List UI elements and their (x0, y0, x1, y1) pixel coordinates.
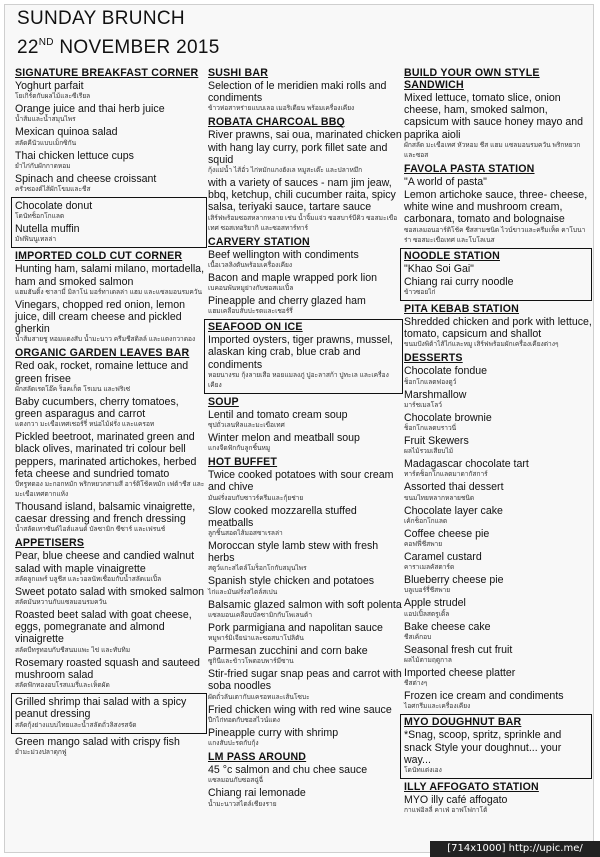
menu-item-thai: สลัดกุ้งย่างแบบไทยและน้ำสลัดถั่วลิสงรสจัด (15, 721, 137, 729)
section-items (404, 365, 592, 712)
menu-item-thai: แกงจืดฟักกับลูกชิ้นหมู (208, 445, 271, 453)
menu-item-thai: แซลมอนเคลือบบัลซามิกกับโพเลนต้า (208, 611, 313, 619)
menu-item: Thousand island, balsamic vinaigrette, caesar dressing and french dressing (15, 501, 196, 526)
menu-item-thai: ข้าวห่อสาหร่ายแบบเลอ เมอริเดียน พร้อมเครื่องเคียง (208, 105, 355, 113)
menu-item-thai: ช็อกโกแลตบราวนี่ (404, 425, 457, 433)
column-right (404, 65, 592, 817)
menu-item-thai: หมูพาร์มิเจียน่าและซอสนาโปลิตัน (208, 635, 304, 643)
menu-item: Selection of le meridien maki rolls and condiments (208, 80, 387, 105)
menu-item-thai: ผักสลัด มะเขือเทศ หัวหอม ชีส แฮม แซลมอนรมควัน พริกหยวก และซอส (404, 141, 581, 159)
menu-item-thai: สลัดบีทรูทอบกับชีสนมแพะ ไข่ และทับทิม (15, 646, 131, 654)
menu-item: Caramel custard (404, 551, 482, 564)
menu-item: Baby cucumbers, cherry tomatoes, green asparagus and carrot (15, 395, 179, 421)
menu-item: Balsamic glazed salmon with soft polenta (208, 598, 402, 611)
featured-box (11, 197, 207, 248)
menu-item-thai: แอปเปิ้ลสตรูเดิ้ล (404, 610, 450, 618)
section-heading: ILLY AFFOGATO STATION (404, 781, 539, 794)
menu-item-thai: ชีสเค้กอบ (404, 633, 432, 641)
section-items (15, 360, 207, 535)
menu-item-thai: แฮมเคลือบสับปะรดและเชอร์รี่ (208, 308, 293, 316)
menu-item-thai: บีทรูทดอง มะกอกหมัก พริกหยวกสามสี อาร์ติโช้คหมัก เฟต้าชีส และมะเขือเทศตากแห้ง (15, 481, 205, 499)
date-rest: NOVEMBER 2015 (59, 37, 220, 58)
menu-item-thai: แกงสับปะรดกับกุ้ง (208, 740, 259, 748)
menu-item: Seasonal fresh cut fruit (404, 643, 513, 656)
menu-item-thai: โยเกิร์ตกับผลไม้และซีเรียล (15, 93, 91, 101)
menu-item: Bacon and maple wrapped pork lion (208, 271, 378, 284)
title-line: SUNDAY BRUNCH (17, 8, 185, 29)
menu-item: Lemon artichoke sauce, three- cheese, white wine and mushroom cream, carbonara, tomato and bolognaise (404, 189, 588, 226)
section-heading: NOODLE STATION (404, 249, 500, 262)
menu-item: Yoghurt parfait (15, 80, 84, 92)
section-items (208, 469, 403, 749)
menu-item-thai: โดนัทแต่งเอง (404, 767, 442, 775)
section-heading: ROBATA CHARCOAL BBQ (208, 116, 345, 129)
menu-item-thai: เนื้อเวลลิงตันพร้อมเครื่องเคียง (208, 261, 293, 269)
menu-item: Chocolate layer cake (404, 504, 503, 517)
menu-item-thai: ยำมะม่วงปลาดุกฟู (15, 748, 67, 756)
menu-item: Chocolate fondue (404, 365, 488, 378)
menu-item-thai: มัฟฟินนูเทลล่า (15, 236, 57, 244)
section-heading: SEAFOOD ON ICE (208, 321, 303, 334)
menu-item-thai: สตูว์แกะสไตล์โมร็อกโกกับสมุนไพร (208, 565, 307, 573)
date-line (17, 31, 220, 60)
menu-item-thai: ปีกไก่ทอดกับซอสไวน์แดง (208, 716, 280, 724)
featured-box (11, 693, 207, 733)
menu-item: Stir-fried sugar snap peas and carrot with soba noodles (208, 668, 402, 693)
menu-item-thai: ลูกชิ้นสอดไส้มอสซาเรลล่า (208, 530, 283, 538)
menu-item: Thai chicken lettuce cups (15, 149, 134, 162)
section-items (208, 80, 403, 114)
date-day: 22 (17, 37, 39, 58)
section-heading: IMPORTED COLD CUT CORNER (15, 250, 183, 263)
menu-item-thai: น้ำสลัดเทาซันด์ไอส์แลนด์ บัลซามิก ซีซาร์ และเฟรนช์ (15, 526, 166, 534)
menu-item-thai: แฮมฮันติ้ง ซาลามี่ มิลาโน่ มอร์ทาเดลล่า แฮม และแซลมอนรมควัน (15, 288, 202, 296)
section-items (404, 176, 592, 246)
menu-item-thai: คาราเมลคัสตาร์ด (404, 564, 455, 572)
menu-item: Twice cooked potatoes with sour cream and chive (208, 469, 394, 494)
menu-item: Spinach and cheese croissant (15, 172, 157, 185)
menu-item-thai: น้ำมะนาวสไตล์เชียงราย (208, 800, 277, 808)
section-items (15, 263, 207, 345)
menu-item-thai: ข้าวซอยไก่ (404, 289, 436, 297)
menu-item-thai: เสิร์ฟพร้อมซอสหลากหลาย เช่น น้ำจิ้มแจ่ว ซอสบาร์บีคิว ซอสมะเขือเทศ ซอสเทอริยากิ และซอสทาร์ทาร์ (208, 214, 398, 232)
section-items (404, 263, 588, 298)
menu-item-thai: หอยนางรม กุ้งลายเสือ หอยแมลงภู่ ปูอะลาสก้า ปูทะเล และเครื่องเคียง (208, 371, 389, 389)
menu-item-thai: ผลไม้ตามฤดูกาล (404, 657, 452, 665)
menu-item: Rosemary roasted squash and sauteed mushroom salad (15, 656, 200, 681)
date-suffix: ND (38, 37, 54, 48)
menu-item: Pear, blue cheese and candied walnut salad with maple vinaigrette (15, 550, 195, 575)
menu-item-thai: ซุปถั่วเลนทิลและมะเขือเทศ (208, 422, 285, 430)
menu-item: Apple strudel (404, 597, 466, 610)
menu-item: Grilled shrimp thai salad with a spicy peanut dressing (15, 696, 187, 721)
menu-item: Imported oysters, tiger prawns, mussel, alaskan king crab, blue crab and condiments (208, 334, 393, 371)
menu-item-thai: แซลมอนกับซอสฉู่ฉี่ (208, 777, 264, 785)
menu-item: Mixed lettuce, tomato slice, onion cheese, ham, smoked salmon, capsicum with sauce honey mayo and paprika aioli (404, 92, 584, 141)
section-heading: SIGNATURE BREAKFAST CORNER (15, 67, 199, 79)
menu-item: Frozen ice cream and condiments (404, 690, 564, 703)
menu-item-thai: สลัดฟักทองอบโรสแมรี่และเห็ดผัด (15, 682, 110, 690)
menu-item: Slow cooked mozzarella stuffed meatballs (208, 504, 357, 529)
menu-item: Chiang rai lemonade (208, 787, 306, 800)
menu-item-thai: เบคอนพันหมูย่างกับซอสเมเปิ้ล (208, 285, 294, 293)
section-items (15, 736, 207, 758)
menu-item: Parmesan zucchini and corn bake (208, 645, 368, 658)
section-items (404, 794, 592, 816)
menu-item: "Khao Soi Gai" (404, 262, 474, 275)
menu-item-thai: เค้กช็อกโกแลต (404, 517, 448, 525)
section-heading: CARVERY STATION (208, 235, 310, 248)
menu-item: Green mango salad with crispy fish (15, 735, 180, 748)
menu-page (4, 4, 594, 853)
section-heading: BUILD YOUR OWN STYLE SANDWICH (404, 67, 540, 91)
menu-item: Sweet potato salad with smoked salmon (15, 585, 205, 598)
menu-item: Red oak, rocket, romaine lettuce and green frisee (15, 360, 189, 385)
section-heading: ORGANIC GARDEN LEAVES BAR (15, 347, 190, 360)
page-title (17, 7, 220, 60)
menu-item-thai: บลูเบอร์รี่ชีสพาย (404, 587, 451, 595)
menu-item-thai: คอฟฟี่ชีสพาย (404, 541, 443, 549)
watermark-footer: [714x1000] http://upic.me/ (430, 841, 600, 857)
section-items (208, 129, 403, 233)
menu-item: Roasted beet salad with goat cheese, eggs, pomegranate and almond vinaigrette (15, 609, 192, 646)
menu-item-thai: ซูกินีและข้าวโพดอบพาร์มีซาน (208, 658, 294, 666)
section-heading: PITA KEBAB STATION (404, 303, 520, 316)
menu-item: Pickled beetroot, marinated green and black olives, marinated tri colour bell peppers, marinated artichokes, herbed feta cheese and sundried tomato (15, 431, 197, 480)
section-heading: MYO DOUGHNUT BAR (404, 716, 522, 729)
menu-item-thai: ยำไก่กับผักกาดหอม (15, 162, 71, 170)
menu-item: Lentil and tomato cream soup (208, 408, 348, 421)
column-middle (208, 65, 403, 811)
section-items (404, 92, 592, 161)
menu-item: Assorted thai dessert (404, 481, 504, 494)
menu-item-thai: ครัวซองต์ไส้ผักโขมและชีส (15, 186, 91, 194)
menu-item: Beef wellington with condiments (208, 248, 359, 261)
section-heading: DESSERTS (404, 352, 463, 365)
section-items (15, 550, 207, 691)
menu-item-thai: น้ำส้มและน้ำสมุนไพร (15, 116, 76, 124)
menu-item-thai: กุ้งแม่น้ำ ไส้อั่ว ไก่หมักแกงฮังเล หมูสะเต๊ะ และปลาหมึก (208, 167, 363, 175)
menu-item: Blueberry cheese pie (404, 574, 504, 587)
menu-item: Madagascar chocolate tart (404, 458, 529, 471)
featured-box (204, 319, 403, 394)
menu-item-thai: ไอศกรีมและเครื่องเคียง (404, 703, 471, 711)
menu-item: Spanish style chicken and potatoes (208, 575, 375, 588)
menu-item: Imported cheese platter (404, 667, 516, 680)
section-items (15, 80, 207, 195)
column-left (15, 65, 207, 759)
menu-item-thai: ผักสลัดเรดโอ๊ค ร็อคเก็ต โรเมน และฟริเซ่ (15, 385, 131, 393)
section-items (404, 729, 588, 776)
section-heading: APPETISERS (15, 537, 85, 550)
menu-item-thai: สลัดมันหวานกับแซลมอนรมควัน (15, 599, 107, 607)
section-heading: SOUP (208, 395, 239, 408)
menu-item-thai: มาร์ชเมลโลว์ (404, 401, 442, 409)
menu-item: "A world of pasta" (404, 175, 487, 188)
menu-item: Shredded chicken and pork with lettuce, tomato, capsicum and shallot (404, 316, 592, 341)
menu-item: Pork parmigiana and napolitan sauce (208, 621, 383, 634)
menu-item: River prawns, sai oua, marinated chicken with hang lay curry, pork fillet sate and squid (208, 129, 402, 166)
menu-item-thai: สลัดคีนัวแบบเม็กซิกัน (15, 139, 77, 147)
menu-item-thai: สลัดลูกแพร์ บลูชีส และวอลนัทเชื่อมกับน้ำสลัดเมเปิ้ล (15, 575, 162, 583)
menu-item: Winter melon and meatball soup (208, 432, 360, 445)
menu-item-thai: โดนัทช็อกโกแลต (15, 213, 65, 221)
menu-item-thai: ไก่และมันฝรั่งสไตล์สเปน (208, 588, 278, 596)
section-items (208, 334, 399, 391)
menu-item-thai: แตงกวา มะเขือเทศเชอร์รี่ หน่อไม้ฝรั่ง และแครอท (15, 421, 155, 429)
section-items (208, 249, 403, 318)
menu-item: Hunting ham, salami milano, mortadella, ham and smoked salmon (15, 263, 205, 288)
section-items (208, 764, 403, 809)
menu-item: Mexican quinoa salad (15, 126, 118, 139)
section-heading: FAVOLA PASTA STATION (404, 162, 535, 175)
menu-item: MYO illy café affogato (404, 794, 508, 807)
menu-item: with a variety of sauces - nam jim jeaw, bbq, ketchup, chili cucumber raita, spicy salsa, teriyaki sauce, tartare sauce (208, 177, 396, 214)
section-items (208, 409, 403, 454)
menu-item: Chiang rai curry noodle (404, 275, 514, 288)
section-heading: SUSHI BAR (208, 67, 269, 79)
menu-item-thai: ซอสเลมอนอาร์ติโช้ค ชีสสามชนิด ไวน์ขาวและครีมเห็ด คาโบนาร่า ซอสมะเขือเทศ และโบโลเนส (404, 226, 586, 244)
menu-item-thai: ช็อกโกแลตฟองดูว์ (404, 378, 457, 386)
menu-item: Pineapple and cherry glazed ham (208, 295, 366, 308)
section-heading: HOT BUFFET (208, 456, 278, 469)
menu-item: Vinegars, chopped red onion, lemon juice, dill cream cheese and pickled gherkin (15, 298, 186, 336)
menu-item: Bake cheese cake (404, 620, 491, 633)
menu-item: Pineapple curry with shrimp (208, 726, 339, 739)
menu-item: Nutella muffin (15, 223, 80, 236)
menu-item: Fruit Skewers (404, 435, 469, 448)
menu-item-thai: ขนมปังพิต้าไส้ไก่และหมู เสิร์ฟพร้อมผักเครื่องเคียงต่างๆ (404, 341, 559, 349)
menu-item-thai: มันฝรั่งอบกับซาวร์ครีมและกุ้ยช่าย (208, 494, 304, 502)
menu-item: Orange juice and thai herb juice (15, 103, 165, 116)
menu-item-thai: ขนมไทยหลากหลายชนิด (404, 494, 475, 502)
menu-item-thai: กาแฟอิลลี่ คาเฟ่ อาฟโฟกาโต้ (404, 807, 488, 815)
menu-item: Marshmallow (404, 388, 467, 401)
menu-item: Fried chicken wing with red wine sauce (208, 703, 392, 716)
menu-item-thai: ผัดถั่วลันเตากับแครอทและเส้นโซบะ (208, 693, 310, 701)
menu-item: Chocolate brownie (404, 411, 492, 424)
menu-item-thai: ผลไม้รวมเสียบไม้ (404, 448, 454, 456)
section-items (404, 316, 592, 350)
menu-item-thai: น้ำส้มสายชู หอมแดงสับ น้ำมะนาว ครีมชีสดิลล์ และแตงกวาดอง (15, 336, 196, 344)
menu-item: *Snag, scoop, spritz, sprinkle and snack Style your doughnut... your way... (404, 729, 562, 766)
menu-item-thai: ชีสต่างๆ (404, 680, 428, 688)
menu-item: Moroccan style lamb stew with fresh herbs (208, 540, 379, 565)
featured-box (400, 714, 592, 779)
menu-item: 45 °c salmon and chu chee sauce (208, 764, 368, 777)
menu-item: Chocolate donut (15, 200, 93, 213)
section-heading: LM PASS AROUND (208, 751, 307, 764)
featured-box (400, 248, 592, 301)
menu-item-thai: ทาร์ตช็อกโกแลตมาดากัสการ์ (404, 471, 488, 479)
menu-item: Coffee cheese pie (404, 527, 490, 540)
